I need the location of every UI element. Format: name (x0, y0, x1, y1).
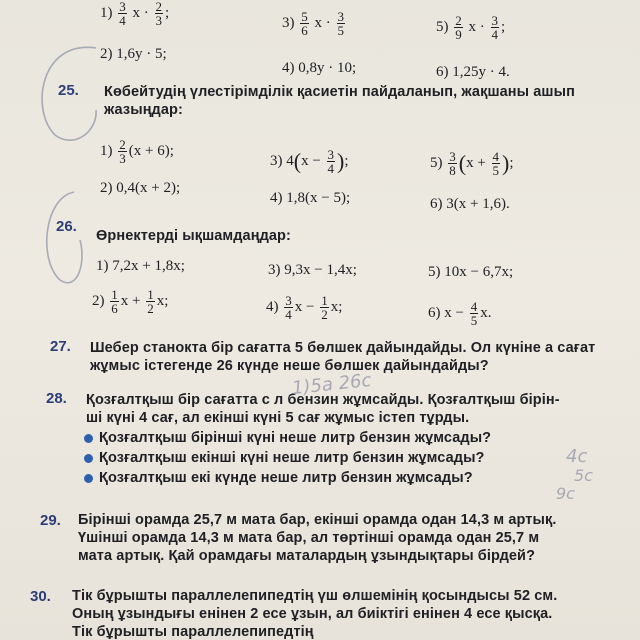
pencil-circle-26 (47, 192, 82, 283)
pencil-circle-25 (42, 47, 96, 140)
ex26-item-3: 3) 9,3x − 1,4x; (268, 262, 357, 278)
ex26-item-2: 2) $\frac{1}{6}$ x + $\frac{1}{2}$ x; (92, 287, 169, 316)
pencil-note-3: 5c (574, 466, 593, 485)
ex30-text-line3: Тік бұрышты параллелепипедтің (72, 624, 314, 640)
top-item-3: 3) $\frac{5}{6}$ x · $\frac{3}{5}$ (282, 9, 344, 38)
pencil-note-4: 9c (556, 484, 575, 503)
ex26-item-4: 4) $\frac{3}{4}$ x − $\frac{1}{2}$ x; (266, 293, 343, 322)
ex30-text-line2: Оның ұзындығы енінен 2 есе ұзын, ал биіктігі енінен 4 есе қысқа. (72, 606, 553, 622)
ex28-question-3: Қозғалтқыш екі күнде неше литр бензин жұмсады? (84, 470, 473, 486)
ex28-text-line2: ші күні 4 сағ, ал екінші күні 5 сағ жұмыс істеп тұрды. (86, 410, 470, 426)
top-item-1: 1) $\frac{3}{4}$ x · $\frac{2}{3}$ ; (100, 0, 170, 28)
pencil-note-2: 4c (566, 446, 588, 467)
ex25-item-5: 5) $\frac{3}{8}$ (x + $\frac{4}{5}$ ); (430, 149, 514, 178)
ex25-item-3: 3) 4(x − $\frac{3}{4}$ ); (270, 147, 349, 176)
exercise-number-29: 29. (40, 512, 61, 529)
ex26-item-5: 5) 10x − 6,7x; (428, 264, 514, 280)
ex26-text-line1: Өрнектерді ықшамдаңдар: (96, 228, 291, 244)
ex26-item-1: 1) 7,2x + 1,8x; (96, 258, 185, 274)
ex25-item-4: 4) 1,8(x − 5); (270, 190, 351, 206)
exercise-number-26: 26. (56, 218, 77, 235)
ex29-text-line3: мата артық. Қай орамдағы маталардың ұзындықтары бірдей? (78, 548, 536, 564)
ex30-text-line1: Тік бұрышты параллелепипедтің үш өлшемінің қосындысы 52 см. (72, 588, 558, 604)
exercise-number-30: 30. (30, 588, 51, 605)
ex25-text-line2: жазыңдар: (104, 102, 183, 118)
exercise-number-25: 25. (58, 82, 79, 99)
ex26-item-6: 6) x − $\frac{4}{5}$ x. (428, 299, 492, 328)
ex29-text-line2: Үшінші орамда 14,3 м мата бар, ал төртінші орамда одан 25,7 м (78, 530, 540, 546)
ex28-question-2: Қозғалтқыш екінші күні неше литр бензин жұмсады? (84, 450, 485, 466)
top-item-6: 6) 1,25y · 4. (436, 64, 510, 80)
ex27-text-line1: Шебер станокта бір сағатта 5 бөлшек дайындайды. Ол күніне a сағат (90, 340, 596, 356)
ex25-text-line1: Көбейтудің үлестірімділік қасиетін пайдаланып, жақшаны ашып (104, 84, 575, 100)
ex25-item-1: 1) $\frac{2}{3}$ (x + 6); (100, 137, 174, 166)
ex29-text-line1: Бірінші орамда 25,7 м мата бар, екінші орамда одан 14,3 м артық. (78, 512, 557, 528)
ex28-question-1: Қозғалтқыш бірінші күні неше литр бензин жұмсады? (84, 430, 491, 446)
pencil-note-1: 1)5a 26c (291, 369, 373, 400)
top-item-5: 5) $\frac{2}{9}$ x · $\frac{3}{4}$ ; (436, 13, 506, 42)
top-item-4: 4) 0,8y · 10; (282, 60, 357, 76)
ex25-item-6: 6) 3(x + 1,6). (430, 196, 510, 212)
exercise-number-27: 27. (50, 338, 71, 355)
ex28-text-line1: Қозғалтқыш бір сағатта c л бензин жұмсайды. Қозғалтқыш бірін- (86, 392, 560, 408)
ex27-text-line2: жұмыс істегенде 26 күнде неше бөлшек дайындайды? (90, 358, 489, 374)
exercise-number-28: 28. (46, 390, 67, 407)
ex25-item-2: 2) 0,4(x + 2); (100, 180, 181, 196)
top-item-2: 2) 1,6y · 5; (100, 46, 167, 62)
